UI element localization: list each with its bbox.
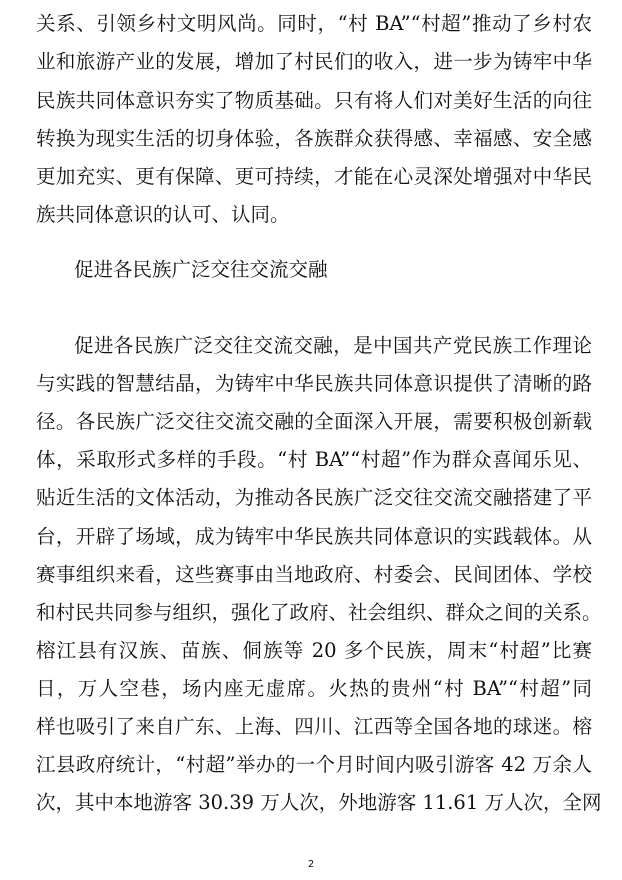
paragraph-line: 榕江县有汉族、苗族、侗族等 20 多个民族，周末“村超”比赛 bbox=[36, 639, 592, 662]
paragraph-line: 更加充实、更有保障、更可持续，才能在心灵深处增强对中华民 bbox=[36, 165, 592, 188]
paragraph-line: 江县政府统计，“村超”举办的一个月时间内吸引游客 42 万余人 bbox=[36, 753, 592, 776]
paragraph-line: 贴近生活的文体活动，为推动各民族广泛交往交流交融搭建了平 bbox=[36, 486, 592, 509]
paragraph-line: 体，采取形式多样的手段。“村 BA”“村超”作为群众喜闻乐见、 bbox=[36, 448, 592, 471]
paragraph-line: 日，万人空巷，场内座无虚席。火热的贵州“村 BA”“村超”同 bbox=[36, 677, 592, 700]
paragraph-line: 台，开辟了场域，成为铸牢中华民族共同体意识的实践载体。从 bbox=[36, 525, 592, 548]
paragraph-line: 样也吸引了来自广东、上海、四川、江西等全国各地的球迷。榕 bbox=[36, 715, 592, 738]
paragraph-line: 赛事组织来看，这些赛事由当地政府、村委会、民间团体、学校 bbox=[36, 563, 592, 586]
paragraph-line: 和村民共同参与组织，强化了政府、社会组织、群众之间的关系。 bbox=[36, 601, 602, 624]
page-number: 2 bbox=[307, 859, 315, 870]
paragraph-line: 民族共同体意识夯实了物质基础。只有将人们对美好生活的向往 bbox=[36, 89, 592, 112]
paragraph-line: 转换为现实生活的切身体验，各族群众获得感、幸福感、安全感 bbox=[36, 127, 592, 150]
paragraph-line: 关系、引领乡村文明风尚。同时，“村 BA”“村超”推动了乡村农 bbox=[36, 12, 592, 35]
section-heading: 促进各民族广泛交往交流交融 bbox=[74, 258, 328, 281]
paragraph-line: 次，其中本地游客 30.39 万人次，外地游客 11.61 万人次，全网 bbox=[36, 791, 602, 814]
paragraph-line: 与实践的智慧结晶，为铸牢中华民族共同体意识提供了清晰的路 bbox=[36, 372, 592, 395]
paragraph-line: 业和旅游产业的发展，增加了村民们的收入，进一步为铸牢中华 bbox=[36, 50, 592, 73]
paragraph-line: 族共同体意识的认可、认同。 bbox=[36, 203, 290, 226]
paragraph-line: 促进各民族广泛交往交流交融，是中国共产党民族工作理论 bbox=[74, 334, 592, 357]
paragraph-line: 径。各民族广泛交往交流交融的全面深入开展，需要积极创新载 bbox=[36, 410, 592, 433]
